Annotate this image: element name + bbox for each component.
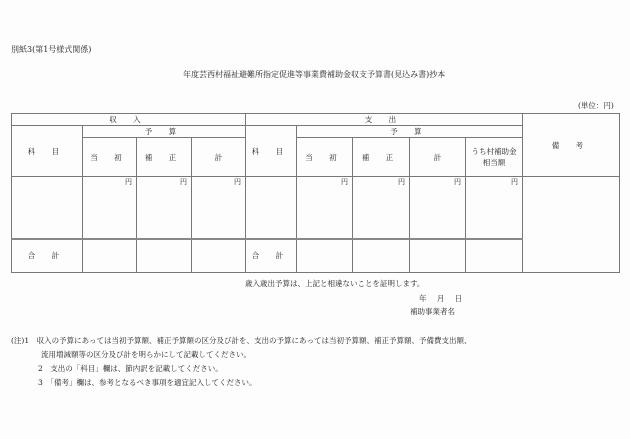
expense-header: 支 出 [246,114,523,126]
expense-revised-total[interactable] [353,239,410,273]
income-header: 収 入 [12,114,246,126]
certification-statement: 歳入歳出予算は、上記と相違ないことを証明します。 [245,279,425,288]
income-total-header: 計 [192,138,246,177]
expense-subject-cell[interactable] [246,177,297,239]
note-1-continued: 流用増減額等の区分及び計を明らかにして記載してください。 [41,350,251,359]
expense-subsidy-header: うち村補助金相当額 [466,138,523,177]
remarks-cell[interactable] [523,177,620,273]
income-revised-total[interactable] [137,239,192,273]
income-total-cell[interactable]: 円 [192,177,246,239]
income-budget-header: 予 算 [83,126,246,138]
expense-sum-total[interactable] [410,239,466,273]
certification-date: 年 月 日 [419,294,463,303]
remarks-header: 備 考 [523,114,620,177]
budget-table [11,113,620,273]
income-subject-cell[interactable] [12,177,83,239]
form-reference: 別紙3(第1号様式関係) [11,45,92,54]
expense-initial-cell[interactable]: 円 [297,177,353,239]
income-grand-total-label: 合 計 [12,239,83,273]
expense-subsidy-total[interactable] [466,239,523,273]
expense-grand-total-label: 合 計 [246,239,297,273]
income-revised-header: 補 正 [137,138,192,177]
document-title: 年度芸西村福祉避難所指定促進等事業費補助金収支予算書(見込み書)抄本 [183,70,446,79]
note-3: 3 「備考」欄は、参考となるべき事項を適宜記入してください。 [38,378,257,387]
income-revised-cell[interactable]: 円 [137,177,192,239]
note-1: (注)1 収入の予算にあっては当初予算額、補正予算額の区分及び計を、支出の予算にあっては当初予算額、補正予算額、予備費支出額、 [11,336,472,345]
expense-total-header: 計 [410,138,466,177]
applicant-name-label: 補助事業者名 [410,307,455,316]
income-initial-header: 当 初 [83,138,137,177]
income-initial-cell[interactable]: 円 [83,177,137,239]
expense-revised-header: 補 正 [353,138,410,177]
unit-label: (単位：円) [578,101,614,110]
expense-subject-header: 科 目 [246,126,297,177]
expense-total-cell[interactable]: 円 [410,177,466,239]
expense-subsidy-cell[interactable]: 円 [466,177,523,239]
income-initial-total[interactable] [83,239,137,273]
expense-budget-header: 予 算 [297,126,523,138]
expense-initial-total[interactable] [297,239,353,273]
notes-section [11,334,471,390]
expense-revised-cell[interactable]: 円 [353,177,410,239]
income-sum-total[interactable] [192,239,246,273]
expense-initial-header: 当 初 [297,138,353,177]
note-2: 2 支出の「科目」欄は、節内訳を記載してください。 [38,364,223,373]
income-subject-header: 科 目 [12,126,83,177]
